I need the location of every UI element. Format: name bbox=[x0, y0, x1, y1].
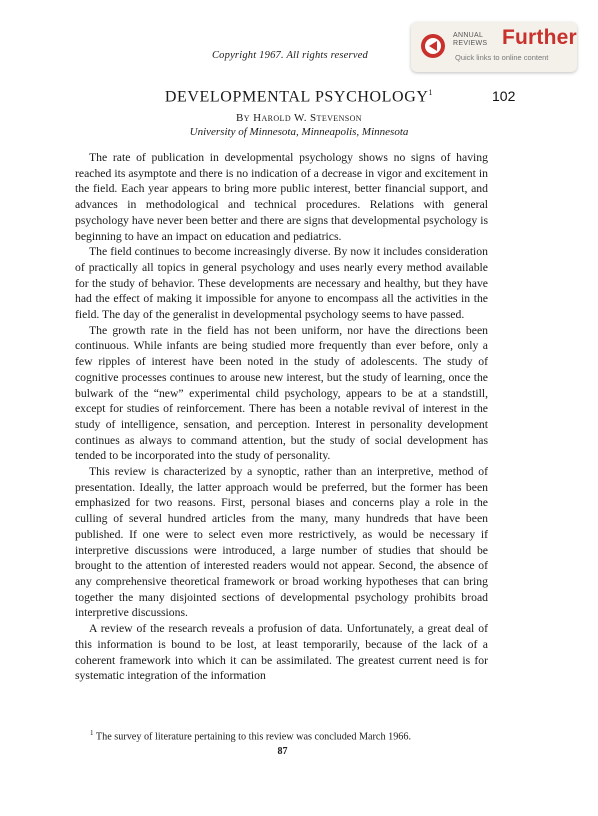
annual-reviews-logo-icon bbox=[420, 33, 446, 59]
footnote-mark: 1 bbox=[90, 729, 94, 737]
paragraph: A review of the research reveals a profusion of data. Unfortunately, a great deal of this information is bound to be lost, at least temporarily, because of the lack of a coherent framework into which it can be assimilated. The greatest current need is for systematic integration of the information bbox=[75, 622, 488, 683]
paragraph: The field continues to become increasingly diverse. By now it includes consideration of practically all topics in general psychology and uses nearly every method available for the study of behavior. These developments are necessary and healthy, but they have had the effect of making it impossible for anyone to encompass all the activities in the field. The day of the generalist in developmental psychology seems to have passed. bbox=[75, 245, 488, 322]
article-body bbox=[75, 150, 488, 684]
footnote-text: The survey of literature pertaining to this review was concluded March 1966. bbox=[95, 731, 412, 743]
annual-reviews-wordmark bbox=[453, 32, 487, 48]
further-tagline: Quick links to online content bbox=[455, 53, 549, 62]
author-affiliation: University of Minnesota, Minneapolis, Minnesota bbox=[189, 126, 409, 138]
further-label: Further bbox=[502, 26, 577, 49]
annual-line: ANNUAL bbox=[453, 32, 484, 39]
title-footnote-mark: 1 bbox=[428, 88, 434, 97]
author-name: Harold W. Stevenson bbox=[253, 112, 362, 124]
footnote bbox=[90, 726, 500, 744]
author-line bbox=[0, 112, 598, 124]
paragraph: The rate of publication in developmental psychology shows no signs of having reached its asymptote and there is no indication of a decrease in vigor and excitement in the field. Each year appears to bring more public interest, better financial support, and advances in methodological and technical procedures. Relations with general psychology have never been better and there are signs that developmental psychology is beginning to have an impact on education and pediatrics. bbox=[75, 151, 488, 243]
header-page-number: 102 bbox=[492, 88, 516, 104]
copyright-notice: Copyright 1967. All rights reserved bbox=[211, 50, 369, 61]
title-text: DEVELOPMENTAL PSYCHOLOGY bbox=[164, 88, 429, 106]
author-prefix: By bbox=[236, 112, 250, 124]
footer-page-number: 87 bbox=[277, 746, 288, 757]
paragraph: The growth rate in the field has not been uniform, nor have the directions been continuous. While infants are being studied more frequently than ever before, only a few ripples of interest have been noted in the study of adolescents. The study of cognitive processes continues to arouse new interest, but the study of learning, once the bulwark of the “new” experimental child psychology, appears to be at a standstill, except for studies of reinforcement. There has been a notable revival of interest in the study of intelligence, sensation, and perception. Interest in personality development continues as always to command attention, but the study of social development has tended to be incorporated into the study of personality. bbox=[75, 323, 488, 463]
reviews-line: REVIEWS bbox=[453, 40, 488, 47]
paragraph: This review is characterized by a synoptic, rather than an interpretive, method of presentation. Ideally, the latter approach would be preferred, but the former has been emphasized for two reasons. First, personal biases and concerns play a role in the culling of several hundred articles from the many, many hundreds that have been published. If one were to select even more restrictively, as would be necessary if interpretive discussions were introduced, a large number of studies that should be brought to the attention of interested readers would not appear. Second, the absence of any comprehensive theoretical framework or broad working hypotheses that can bring together the many disjointed sections of developmental psychology prohibits broad interpretive discussions. bbox=[75, 465, 488, 620]
further-banner[interactable] bbox=[411, 22, 577, 72]
